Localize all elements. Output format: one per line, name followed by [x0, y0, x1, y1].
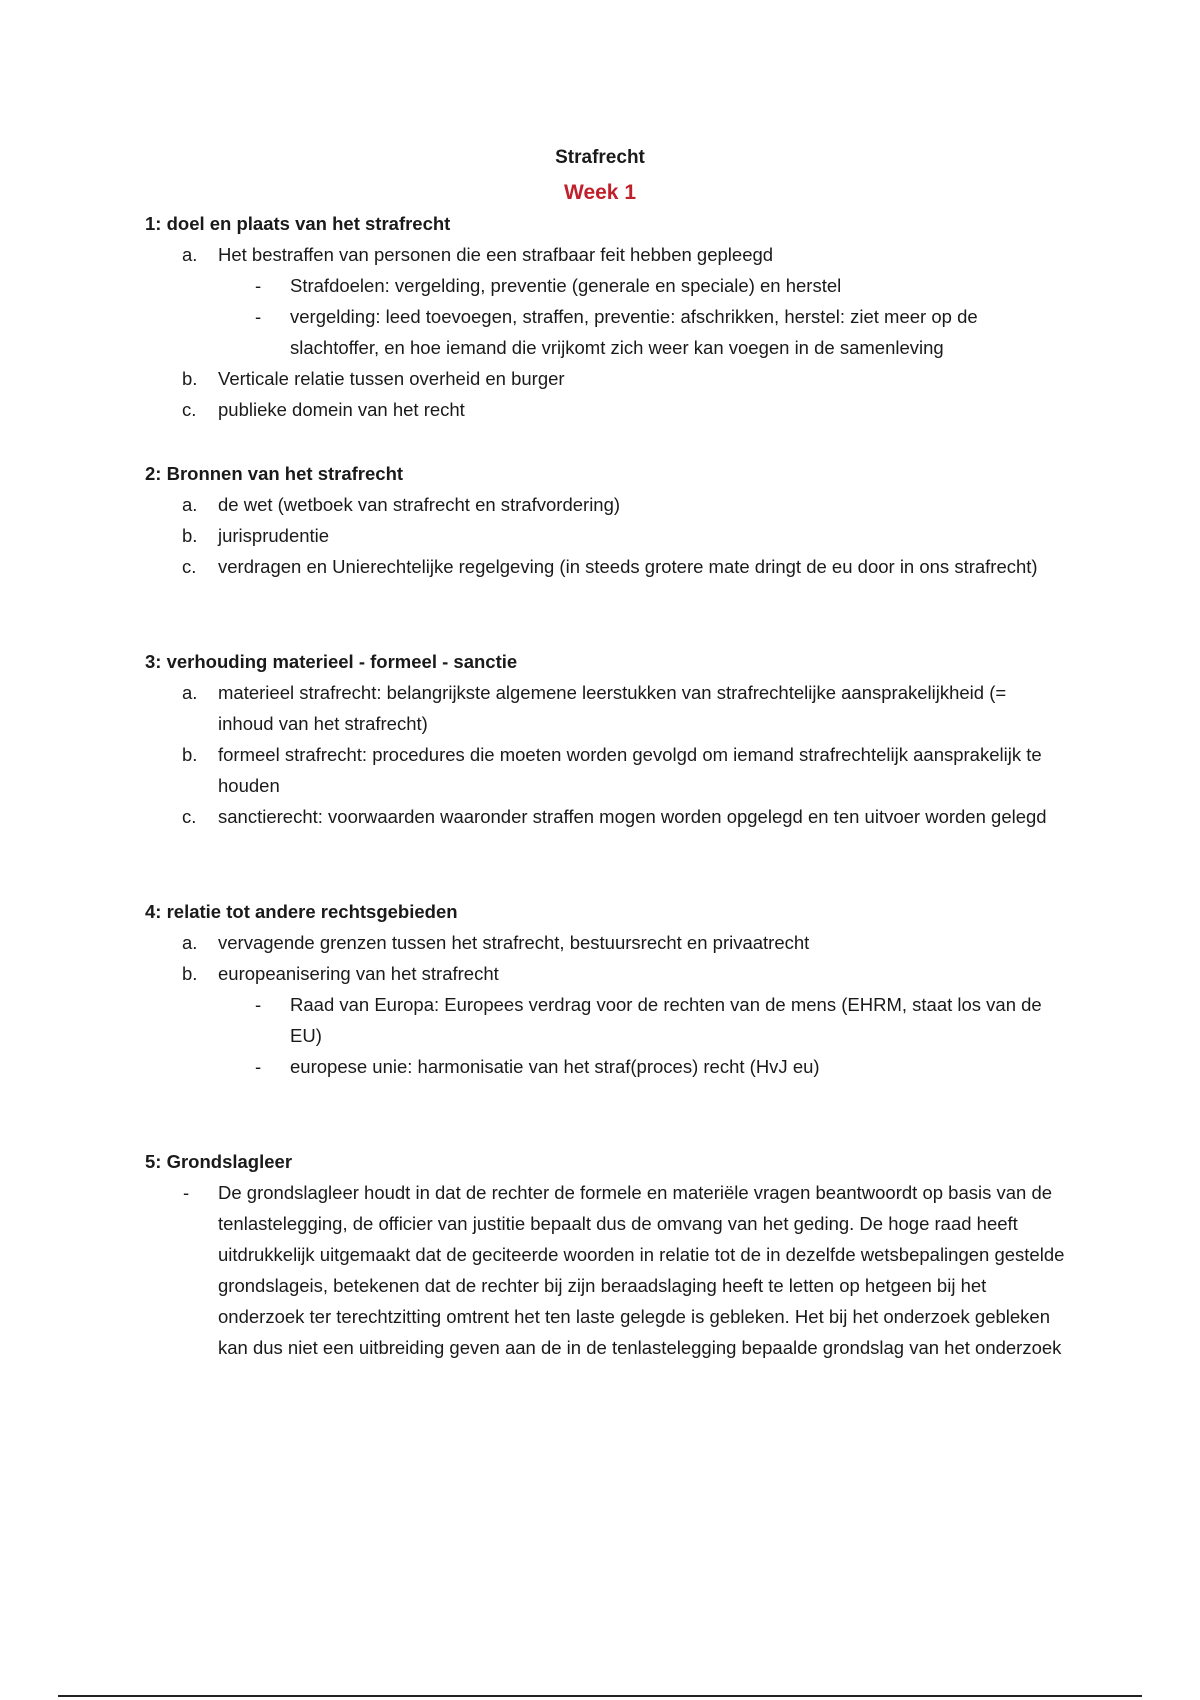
list-item-text: jurisprudentie — [218, 525, 330, 546]
section-2 — [145, 458, 1065, 582]
section-heading: 3: verhouding materieel - formeel - sanctie — [145, 651, 518, 672]
section-1 — [145, 208, 1065, 425]
bottom-divider — [58, 1695, 1142, 1697]
sub-list-item — [145, 989, 1065, 1051]
list-item-text: sanctierecht: voorwaarden waaronder straffen mogen worden opgelegd en ten uitvoer worden gelegd — [218, 806, 1047, 827]
list-item-text: publieke domein van het recht — [218, 399, 465, 420]
document-title: Strafrecht — [555, 147, 645, 168]
list-item — [145, 739, 1065, 801]
dash-marker: - — [255, 1056, 262, 1077]
list-marker: b. — [182, 963, 198, 984]
list-item-text: formeel strafrecht: procedures die moeten worden gevolgd om iemand strafrechtelijk aansprakelijk te houden — [218, 744, 1042, 796]
list-marker: a. — [182, 682, 198, 703]
list-item — [145, 551, 1065, 582]
list-item-text: Strafdoelen: vergelding, preventie (generale en speciale) en herstel — [290, 275, 842, 296]
list-item-text: de wet (wetboek van strafrecht en strafvordering) — [218, 494, 621, 515]
list-item-text: Verticale relatie tussen overheid en burger — [218, 368, 565, 389]
section-4 — [145, 896, 1065, 1082]
list-marker: c. — [182, 399, 197, 420]
list-item — [145, 489, 1065, 520]
sub-list-item — [145, 301, 1065, 363]
week-subtitle: Week 1 — [564, 181, 636, 204]
dash-marker: - — [255, 994, 262, 1015]
dash-marker: - — [183, 1182, 190, 1203]
list-item-text: vervagende grenzen tussen het strafrecht, bestuursrecht en privaatrecht — [218, 932, 810, 953]
paragraph-item — [145, 1177, 1065, 1363]
list-marker: a. — [182, 494, 198, 515]
list-marker: b. — [182, 368, 198, 389]
list-item — [145, 239, 1065, 270]
section-3 — [145, 646, 1065, 832]
list-marker: a. — [182, 244, 198, 265]
list-marker: c. — [182, 806, 197, 827]
list-item — [145, 520, 1065, 551]
list-marker: b. — [182, 744, 198, 765]
list-item-text: materieel strafrecht: belangrijkste algemene leerstukken van strafrechtelijke aansprakelijkheid (= inhoud van het strafrecht) — [218, 682, 1007, 734]
paragraph-text: De grondslagleer houdt in dat de rechter de formele en materiële vragen beantwoordt op basis van de tenlastelegging, de officier van justitie bepaalt dus de omvang van het geding. De hoge raad heeft uitdrukkelijk uitgemaakt dat de geciteerde woorden in relatie tot de in dezelfde wetsbepalingen gestelde grondslageis, betekenen dat de rechter bij zijn beraadslaging heeft te letten op hetgeen bij het onderzoek ter terechtzitting omtrent het ten laste gelegde is gebleken. Het bij het onderzoek gebleken kan dus niet een uitbreiding geven aan de in de tenlastelegging bepaalde grondslag van het onderzoek — [218, 1182, 1065, 1358]
list-item — [145, 394, 1065, 425]
list-item-text: europese unie: harmonisatie van het straf(proces) recht (HvJ eu) — [290, 1056, 820, 1077]
list-marker: b. — [182, 525, 198, 546]
list-marker: a. — [182, 932, 198, 953]
section-heading: 2: Bronnen van het strafrecht — [145, 463, 404, 484]
list-item-text: Raad van Europa: Europees verdrag voor de rechten van de mens (EHRM, staat los van de EU) — [290, 994, 1042, 1046]
sub-list-item — [145, 1051, 1065, 1082]
section-5 — [145, 1146, 1065, 1363]
dash-marker: - — [255, 306, 262, 327]
list-item — [145, 363, 1065, 394]
section-heading: 4: relatie tot andere rechtsgebieden — [145, 901, 458, 922]
list-item — [145, 677, 1065, 739]
sub-list-item — [145, 270, 1065, 301]
list-item — [145, 927, 1065, 958]
list-item-text: vergelding: leed toevoegen, straffen, preventie: afschrikken, herstel: ziet meer op de slachtoffer, en hoe iemand die vrijkomt zich weer kan voegen in de samenleving — [290, 306, 978, 358]
list-item-text: europeanisering van het strafrecht — [218, 963, 499, 984]
list-item — [145, 801, 1065, 832]
section-heading: 5: Grondslagleer — [145, 1151, 293, 1172]
list-marker: c. — [182, 556, 197, 577]
dash-marker: - — [255, 275, 262, 296]
list-item-text: Het bestraffen van personen die een strafbaar feit hebben gepleegd — [218, 244, 774, 265]
list-item — [145, 958, 1065, 989]
section-heading: 1: doel en plaats van het strafrecht — [145, 213, 451, 234]
list-item-text: verdragen en Unierechtelijke regelgeving (in steeds grotere mate dringt de eu door in ons strafrecht) — [218, 556, 1038, 577]
